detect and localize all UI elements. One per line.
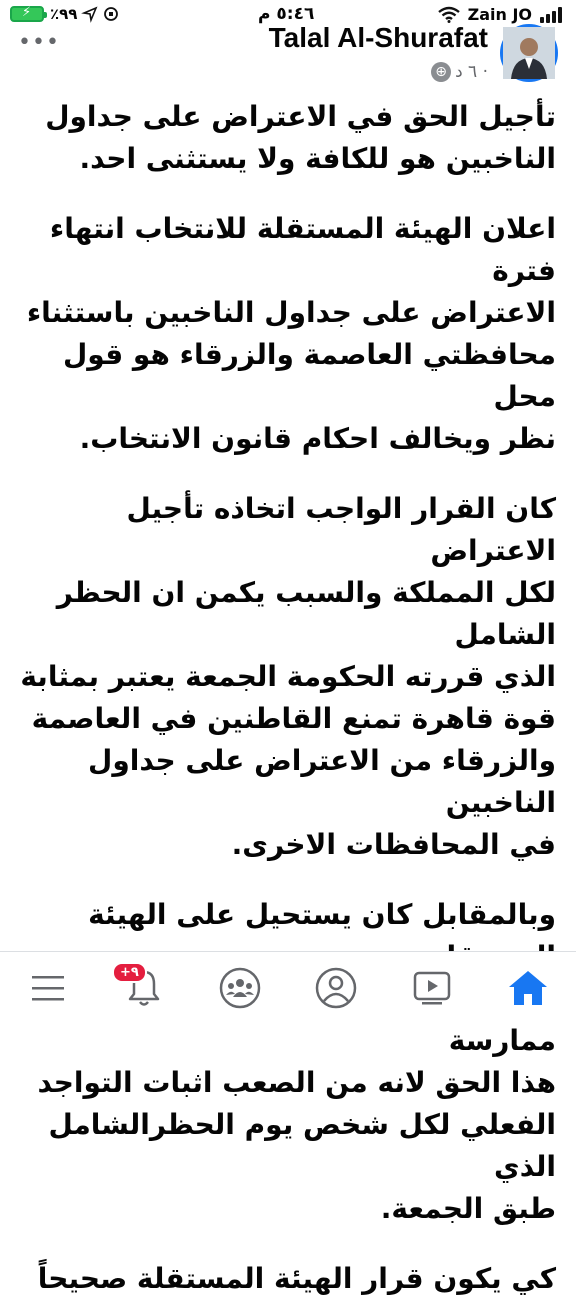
video-icon — [412, 970, 452, 1006]
nav-menu[interactable] — [18, 958, 78, 1018]
post-paragraph: وبالمقابل كان يستحيل على الهيئة ممارسة هذا الحق لانه من الصعب اثبات التواجد الفعلي لكل شخص يوم الحظرالشامل الذي طبق الجمعة. — [37, 898, 556, 1225]
location-arrow-icon — [83, 7, 97, 21]
carrier-name: Zain JO — [467, 5, 532, 24]
bottom-nav — [0, 951, 576, 1024]
post-body — [14, 96, 556, 1295]
nav-watch[interactable] — [402, 958, 462, 1018]
post-meta — [431, 62, 488, 82]
status-left — [10, 5, 119, 23]
post-paragraph: كي يكون قرار الهيئة المستقلة صحيحاً — [37, 1262, 556, 1295]
profile-icon — [315, 967, 357, 1009]
nav-notifications[interactable] — [114, 958, 174, 1018]
post-paragraph: تأجيل الحق في الاعتراض على جداول الناخبين هو للكافة ولا يستثنى احد. — [45, 100, 556, 175]
wifi-icon — [438, 7, 460, 23]
signal-strength-icon — [540, 7, 562, 23]
more-options-icon[interactable]: ••• — [18, 30, 60, 55]
post-paragraph: كان القرار الواجب اتخاذه تأجيل الاعتراض لكل المملكة والسبب يكمن ان الحظر الشامل الذي قررته الحكومة الجمعة يعتبر بمثابة قوة قاهرة تمنع القاطنين في العاصمة والزرقاء من الاعتراض على جداول الناخبين في المحافظات الاخرى. — [20, 492, 556, 861]
nav-home[interactable] — [498, 958, 558, 1018]
notification-badge: +٩ — [112, 962, 147, 983]
status-time: ٥:٤٦ م — [258, 4, 315, 24]
profile-photo-icon — [503, 27, 555, 79]
post-author-name[interactable]: Talal Al-Shurafat — [268, 22, 488, 53]
post-time[interactable]: ٦ د · — [455, 62, 488, 82]
menu-icon — [30, 973, 66, 1003]
orientation-lock-icon — [103, 6, 119, 22]
home-icon — [507, 968, 549, 1008]
nav-profile[interactable] — [306, 958, 366, 1018]
post-paragraph: اعلان الهيئة المستقلة للانتخاب انتهاء فترة الاعتراض على جداول الناخبين باستثناء محافظتي العاصمة والزرقاء هو قول محل نظر ويخالف احكام قانون الانتخاب. — [26, 212, 556, 455]
battery-percent: ٪٩٩ — [50, 5, 78, 23]
globe-icon: ⊕ — [431, 62, 451, 82]
avatar[interactable] — [500, 24, 558, 82]
battery-icon: ⚡ — [10, 6, 44, 22]
nav-groups[interactable] — [210, 958, 270, 1018]
groups-icon — [219, 967, 261, 1009]
